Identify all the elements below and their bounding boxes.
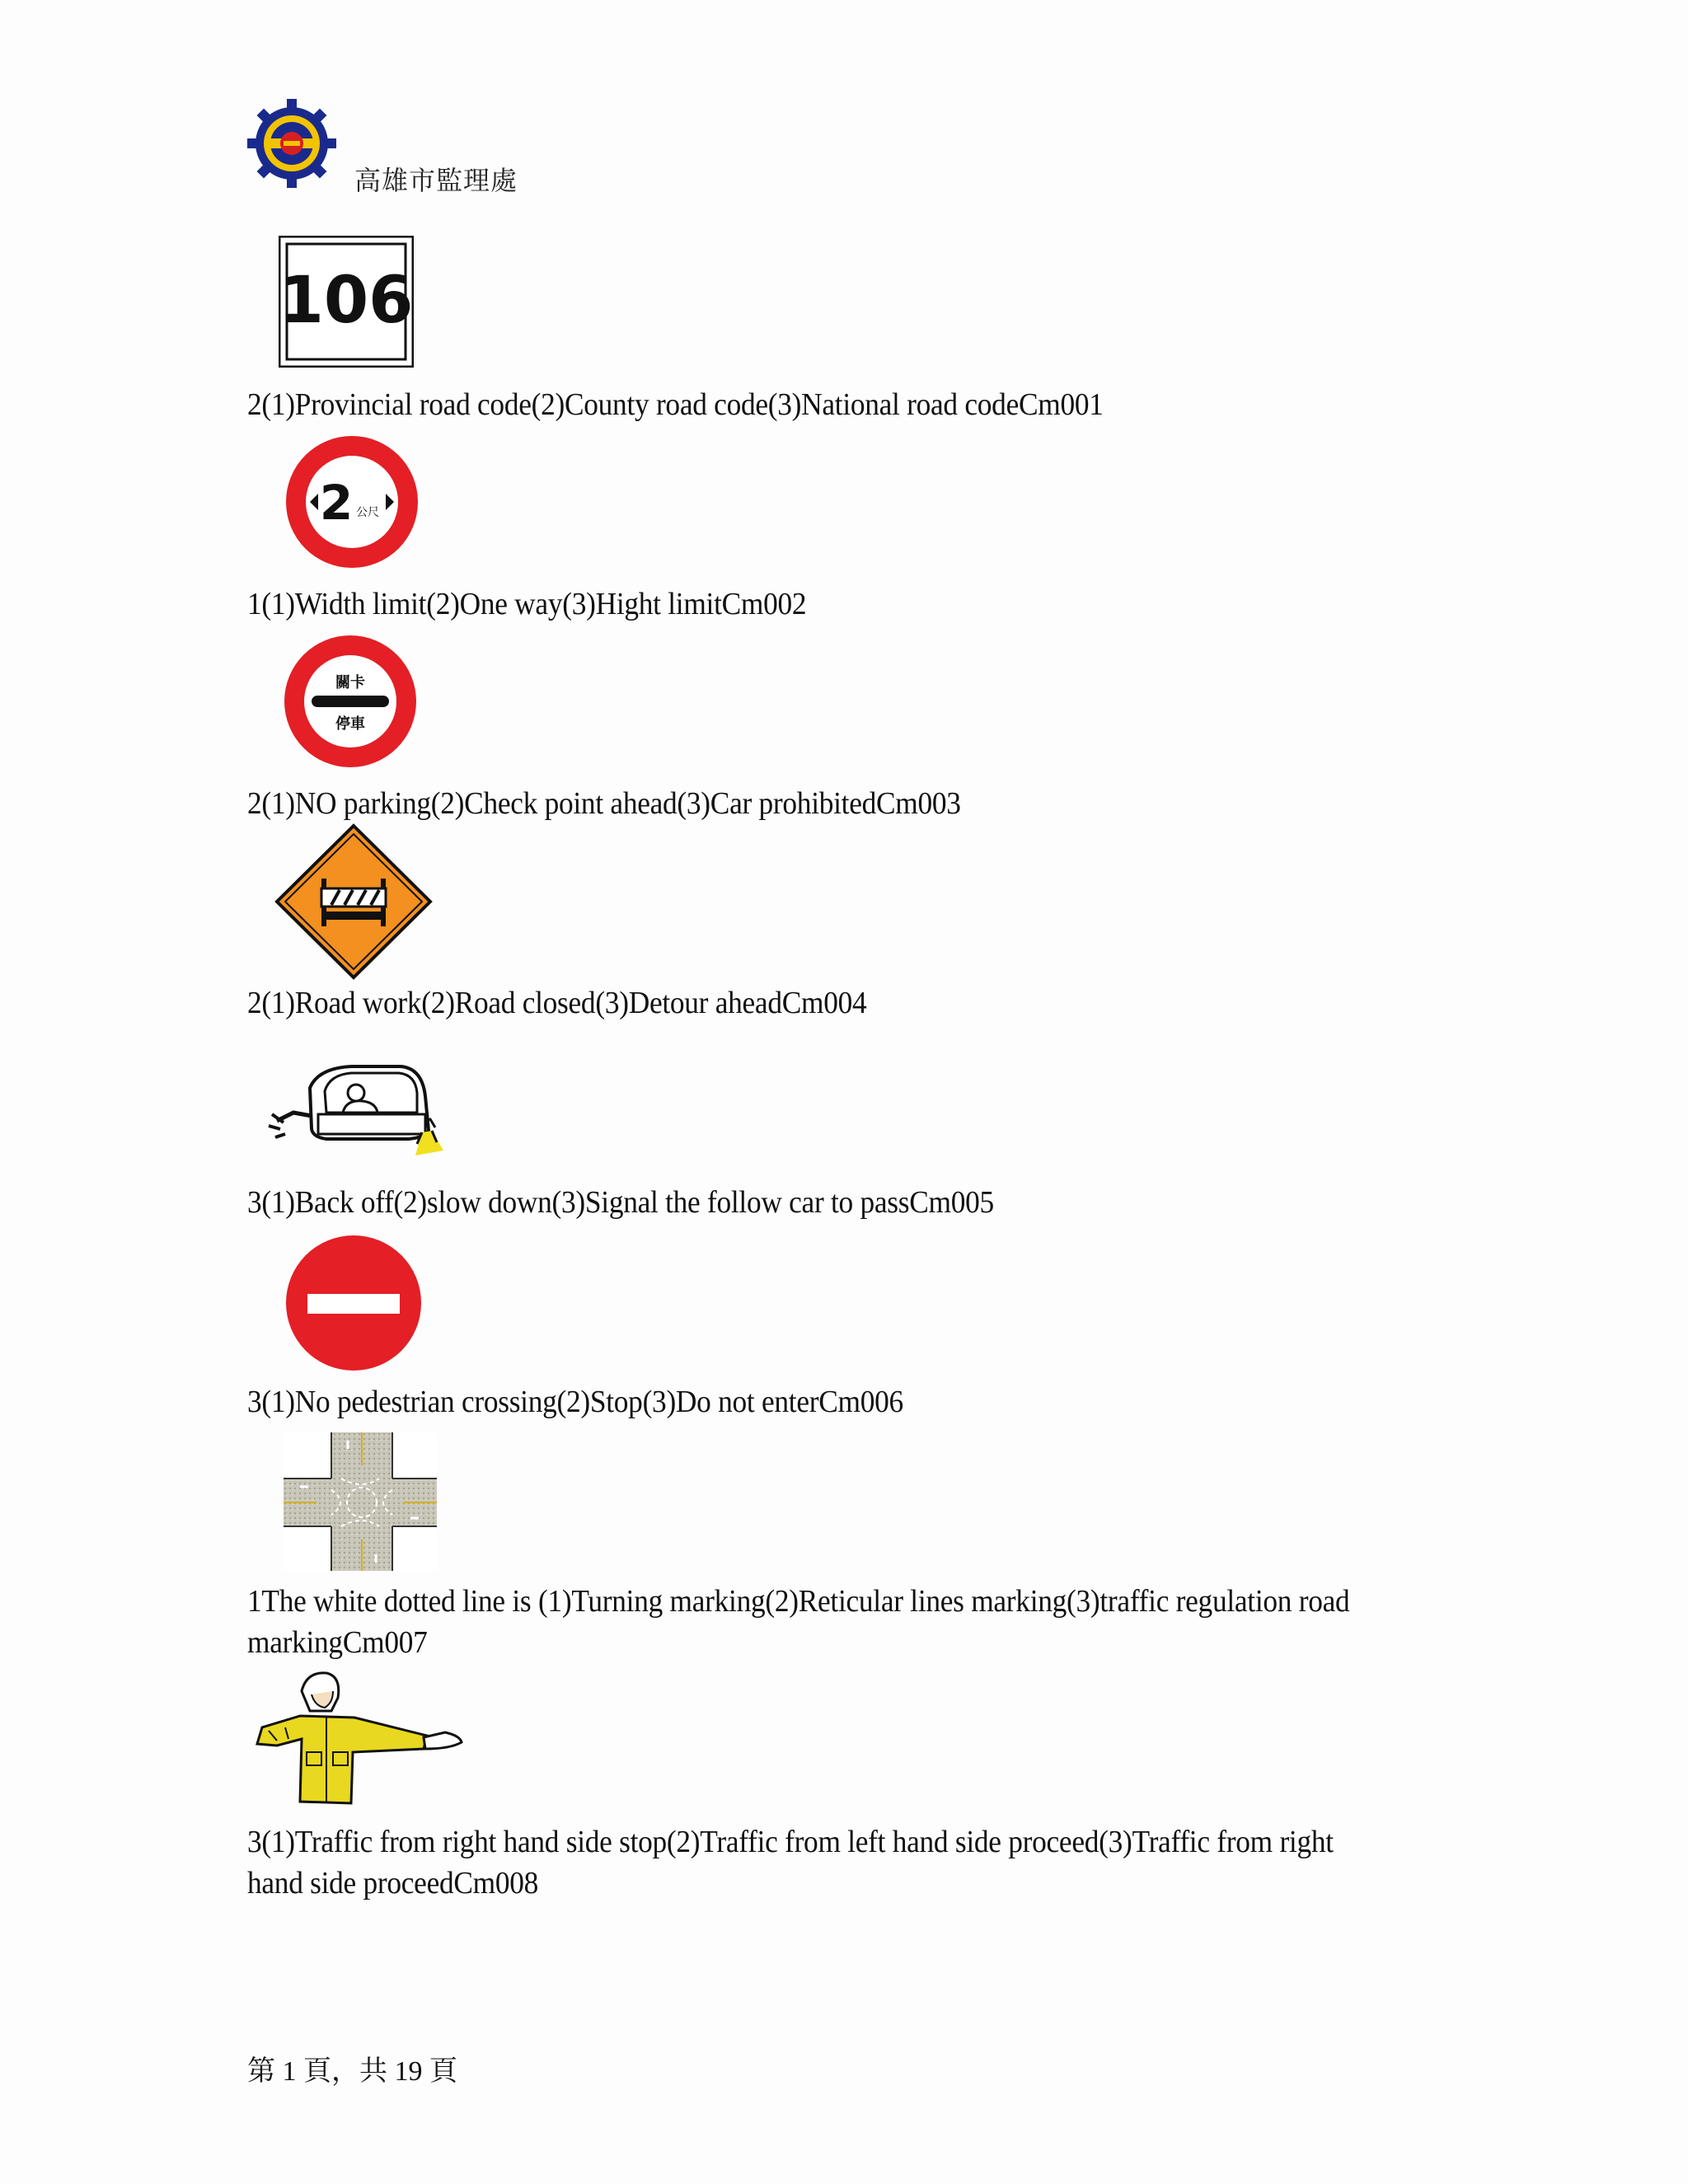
driver-hand-signal-image: [260, 1063, 448, 1161]
road-code-sign-image: [279, 236, 414, 372]
question-text: 2(1)NO parking(2)Check point ahead(3)Car prohibitedCm003: [247, 786, 961, 821]
width-limit-value: 2: [319, 475, 354, 531]
do-not-enter-sign-image: [284, 1235, 424, 1376]
intersection-marking-image: [284, 1432, 437, 1575]
width-limit-unit: 公尺: [356, 506, 379, 519]
question-text: 3(1)Traffic from right hand side stop(2)Traffic from left hand side proceed(3)Traffic from right hand side proceedCm008: [247, 1825, 1334, 1900]
checkpoint-label-bottom: 停車: [335, 715, 365, 733]
checkpoint-label-top: 關卡: [335, 674, 365, 691]
width-limit-sign-image: [282, 434, 422, 574]
road-closed-sign-image: [274, 823, 434, 985]
question-text: 2(1)Road work(2)Road closed(3)Detour aheadCm004: [247, 986, 867, 1020]
traffic-officer-image: [252, 1670, 467, 1814]
question-text: 2(1)Provincial road code(2)County road code(3)National road codeCm001: [247, 387, 1104, 422]
office-name: 高雄市監理處: [354, 165, 518, 196]
page-number-footer: 第 1 頁，共 19 頁: [247, 2056, 457, 2087]
checkpoint-sign-image: [280, 633, 420, 774]
question-text: 1The white dotted line is (1)Turning marking(2)Reticular lines marking(3)traffic regulation road markingCm007: [247, 1584, 1350, 1660]
question-text: 1(1)Width limit(2)One way(3)Hight limitCm002: [247, 587, 807, 621]
question-text: 3(1)No pedestrian crossing(2)Stop(3)Do not enterCm006: [247, 1385, 903, 1419]
road-code-number: 106: [279, 264, 414, 338]
question-text: 3(1)Back off(2)slow down(3)Signal the follow car to passCm005: [247, 1185, 994, 1220]
office-logo-icon: [246, 97, 338, 190]
